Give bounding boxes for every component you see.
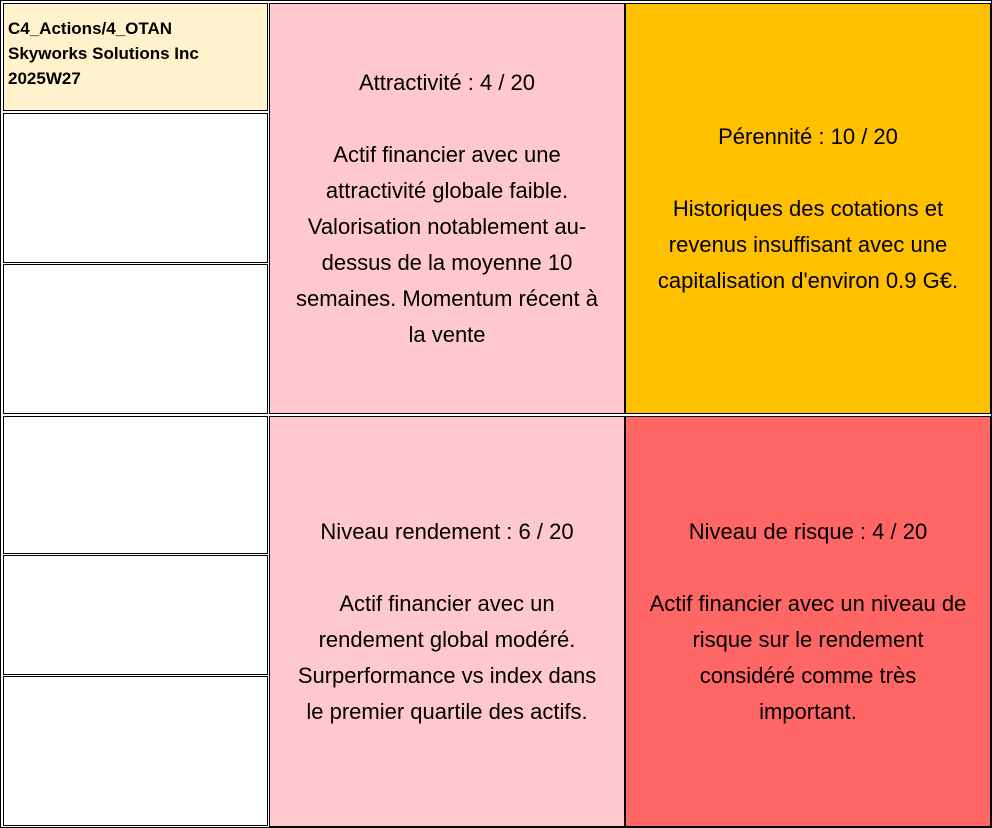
empty-cell[interactable]	[3, 416, 268, 554]
description-line: capitalisation d'environ 0.9 G€.	[657, 267, 959, 293]
empty-cell[interactable]	[3, 264, 268, 414]
empty-cell[interactable]	[3, 113, 268, 263]
perennite-cell[interactable]	[625, 3, 991, 414]
description-line: Surperformance vs index dans	[297, 662, 597, 688]
description-line: important.	[759, 698, 857, 724]
perennite-title: Pérennité : 10 / 20	[718, 123, 898, 149]
description-line: rendement global modéré.	[318, 626, 576, 652]
description-line: semaines. Momentum récent à	[295, 285, 599, 311]
attractivite-cell[interactable]	[269, 3, 625, 414]
description-line: la vente	[408, 321, 486, 347]
attractivite-title: Attractivité : 4 / 20	[358, 69, 536, 95]
company-name: Skyworks Solutions Inc	[8, 44, 199, 63]
description-line: Actif financier avec un	[339, 590, 555, 616]
description-line: considéré comme très	[699, 662, 917, 688]
description-line: Actif financier avec une	[333, 141, 561, 167]
risque-title: Niveau de risque : 4 / 20	[688, 518, 928, 544]
risque-cell[interactable]	[625, 416, 991, 827]
risque-description	[650, 586, 967, 730]
perennite-description	[658, 191, 958, 299]
description-line: Valorisation notablement au-	[307, 213, 587, 239]
description-line: revenus insuffisant avec une	[668, 231, 948, 257]
rendement-title: Niveau rendement : 6 / 20	[320, 518, 574, 544]
description-line: Historiques des cotations et	[672, 195, 944, 221]
description-line: le premier quartile des actifs.	[306, 698, 588, 724]
description-line: dessus de la moyenne 10	[321, 249, 573, 275]
week-label: 2025W27	[8, 69, 81, 88]
empty-cell[interactable]	[3, 555, 268, 675]
description-line: Actif financier avec un niveau de	[649, 590, 967, 616]
rendement-cell[interactable]	[269, 416, 625, 827]
rendement-description	[298, 586, 596, 730]
asset-header-cell[interactable]	[3, 3, 268, 111]
portfolio-path: C4_Actions/4_OTAN	[8, 19, 173, 38]
description-line: risque sur le rendement	[692, 626, 924, 652]
empty-cell[interactable]	[3, 676, 268, 826]
attractivite-description	[296, 137, 598, 353]
description-line: attractivité globale faible.	[325, 177, 569, 203]
